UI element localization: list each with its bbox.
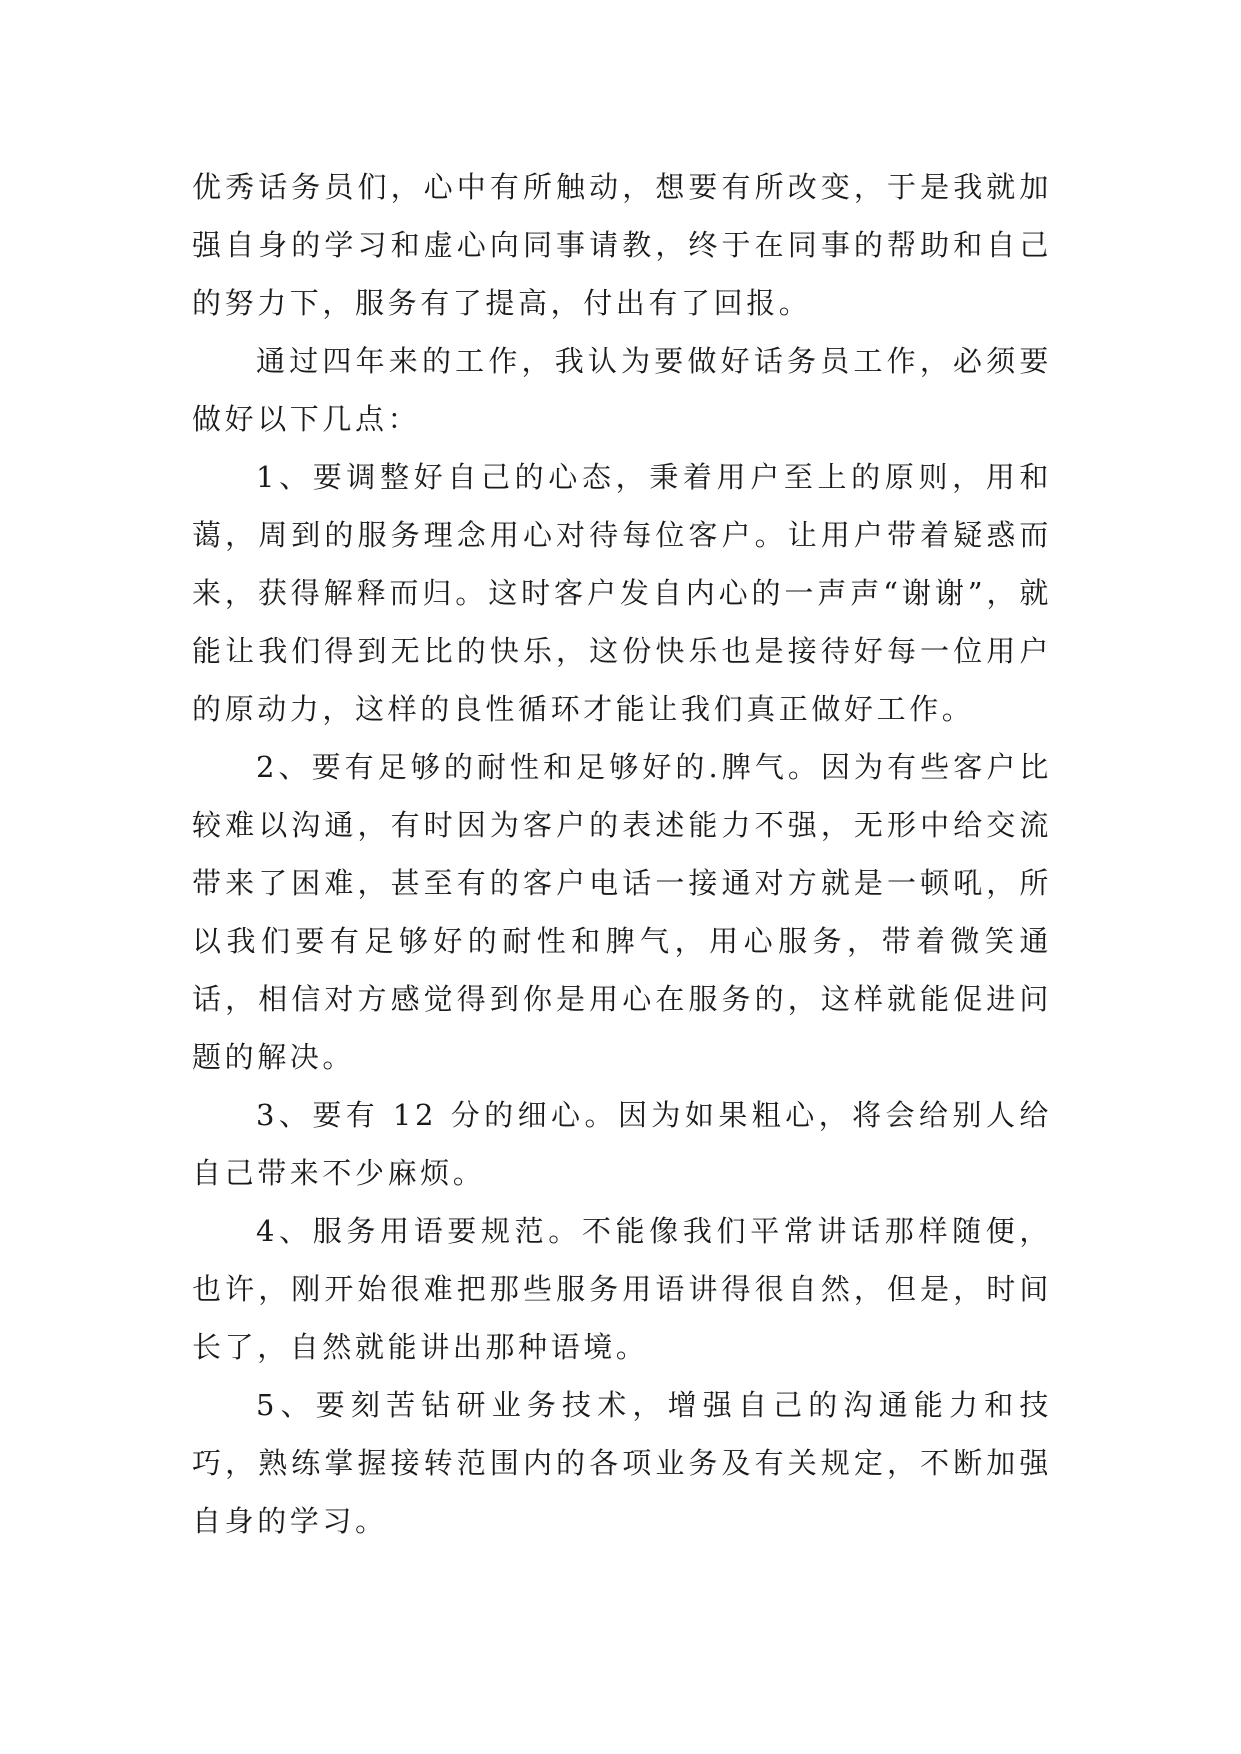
paragraph-continuation: 优秀话务员们，心中有所触动，想要有所改变，于是我就加强自身的学习和虚心向同事请教，终于在同事的帮助和自己的努力下，服务有了提高，付出有了回报。 bbox=[192, 170, 1052, 320]
paragraph-point-5: 5、要刻苦钻研业务技术，增强自己的沟通能力和技巧，熟练掌握接转范围内的各项业务及有关规定，不断加强自身的学习。 bbox=[192, 1388, 1052, 1538]
paragraph-point-4: 4、服务用语要规范。不能像我们平常讲话那样随便，也许，刚开始很难把那些服务用语讲得很自然，但是，时间长了，自然就能讲出那种语境。 bbox=[192, 1214, 1052, 1364]
paragraph-intro: 通过四年来的工作，我认为要做好话务员工作，必须要做好以下几点： bbox=[192, 344, 1052, 436]
paragraph-point-1: 1、要调整好自己的心态，秉着用户至上的原则，用和蔼，周到的服务理念用心对待每位客户。让用户带着疑惑而来，获得解释而归。这时客户发自内心的一声声“谢谢”，就能让我们得到无比的快乐，这份快乐也是接待好每一位用户的原动力，这样的良性循环才能让我们真正做好工作。 bbox=[192, 460, 1052, 726]
paragraph-point-2: 2、要有足够的耐性和足够好的.脾气。因为有些客户比较难以沟通，有时因为客户的表述能力不强，无形中给交流带来了困难，甚至有的客户电话一接通对方就是一顿吼，所以我们要有足够好的耐性和脾气，用心服务，带着微笑通话，相信对方感觉得到你是用心在服务的，这样就能促进问题的解决。 bbox=[192, 750, 1052, 1074]
document-body bbox=[192, 158, 1052, 1550]
paragraph-point-3: 3、要有 12 分的细心。因为如果粗心，将会给别人给自己带来不少麻烦。 bbox=[192, 1098, 1052, 1190]
